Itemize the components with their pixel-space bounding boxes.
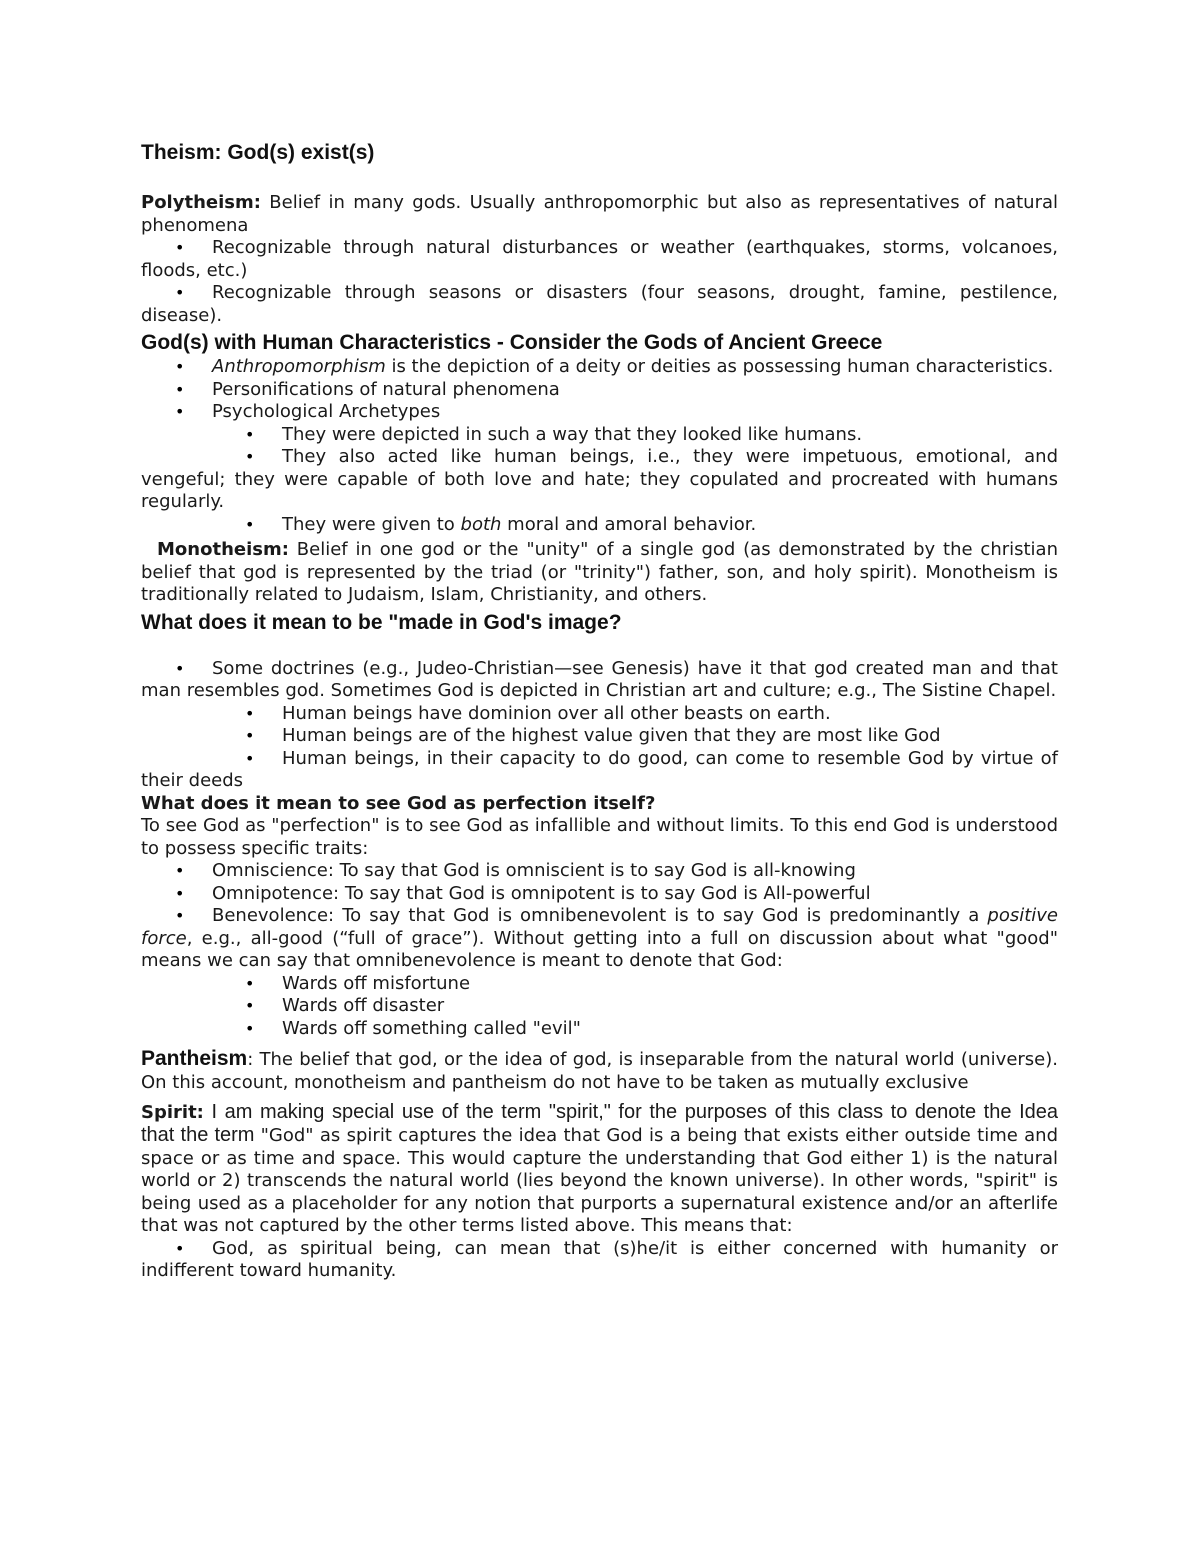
list-item: • Omniscience: To say that God is omniscient is to say God is all-knowing (141, 860, 1058, 883)
list-item: • Recognizable through seasons or disasters (four seasons, drought, famine, pestilence, disease). (141, 282, 1058, 327)
pantheism-definition: : The belief that god, or the idea of god, is inseparable from the natural world (universe). On this account, monotheism and pantheism do not have to be taken as mutually exclusive (141, 1049, 1058, 1093)
page-title: Theism: God(s) exist(s) (141, 141, 375, 164)
list-item-text: , e.g., all-good (“full of grace”). Without getting into a full on discussion about what "good" means we can say that omnibenevolence is meant to denote that God: (141, 927, 1058, 971)
list-item: • Omnipotence: To say that God is omnipotent is to say God is All-powerful (141, 883, 1058, 906)
list-item-text: is the depiction of a deity or deities as possessing human characteristics. (385, 356, 1054, 377)
emphasis-text: both (460, 513, 502, 535)
list-item: • Human beings have dominion over all other beasts on earth. (141, 703, 1058, 726)
monotheism-definition: Belief in one god or the "unity" of a single god (as demonstrated by the christian belief that god is represented by the triad (or "trinity") father, son, and holy spirit). Monotheism is traditionally related to Judaism, Islam, Christianity, and others. (141, 539, 1058, 605)
perfection-intro: To see God as "perfection" is to see God as infallible and without limits. To this end God is understood to possess specific traits: (141, 815, 1058, 859)
list-item: • Psychological Archetypes (141, 401, 1058, 424)
list-item-text: moral and amoral behavior. (501, 513, 757, 535)
list-item: • God, as spiritual being, can mean that (s)he/it is either concerned with humanity or indifferent toward humanity. (141, 1238, 1058, 1283)
polytheism-paragraph (141, 192, 1058, 237)
spirit-intro: I am making special use of the term "spirit," for the purposes of this class to denote the Idea that the term (141, 1100, 1058, 1146)
anthropomorphism-term: Anthropomorphism (212, 356, 386, 377)
spirit-definition: "God" as spirit captures the idea that God is a being that exists either outside time and space or as time and space. This would capture the understanding that God either 1) is the natural world or 2) transcends the natural world (lies beyond the known universe). In other words, "spirit" is being used as a placeholder for any notion that purports a supernatural existence and/or an afterlife that was not captured by the other terms listed above. This means that: (141, 1125, 1058, 1236)
pantheism-term: Pantheism (141, 1047, 248, 1070)
list-item: • They were depicted in such a way that they looked like humans. (141, 424, 1058, 447)
list-item: • Human beings are of the highest value given that they are most like God (141, 725, 1058, 748)
spirit-paragraph (141, 1101, 1058, 1238)
document-body (141, 140, 1058, 1283)
polytheism-term: Polytheism: (141, 192, 261, 213)
section-heading-human-characteristics: God(s) with Human Characteristics - Consider the Gods of Ancient Greece (141, 331, 883, 354)
list-item: • Personifications of natural phenomena (141, 379, 1058, 402)
list-item (141, 356, 1058, 379)
list-item (141, 905, 1058, 973)
list-item: • Human beings, in their capacity to do good, can come to resemble God by virtue of their deeds (141, 748, 1058, 793)
list-item: • Wards off something called "evil" (141, 1018, 1058, 1041)
spirit-term: Spirit: (141, 1101, 204, 1123)
list-item-text: Benevolence: To say that God is omnibenevolent is to say God is predominantly a (212, 905, 988, 926)
polytheism-definition: Belief in many gods. Usually anthropomorphic but also as representatives of natural phenomena (141, 192, 1058, 236)
list-item: • Some doctrines (e.g., Judeo-Christian—see Genesis) have it that god created man and that man resembles god. Sometimes God is depicted in Christian art and culture; e.g., The Sistine Chapel. (141, 658, 1058, 703)
list-item-text: They were given to (282, 513, 461, 535)
list-item: • Wards off disaster (141, 995, 1058, 1018)
monotheism-paragraph (141, 539, 1058, 607)
monotheism-term: Monotheism: (157, 539, 289, 560)
list-item: • Recognizable through natural disturbances or weather (earthquakes, storms, volcanoes, floods, etc.) (141, 237, 1058, 282)
list-item (141, 514, 1058, 537)
section-heading-gods-image: What does it mean to be "made in God's image? (141, 610, 622, 634)
pantheism-paragraph (141, 1046, 1058, 1095)
list-item: • They also acted like human beings, i.e., they were impetuous, emotional, and vengeful; they were capable of both love and hate; they copulated and procreated with humans regularly. (141, 446, 1058, 514)
emphasis-text: positive force (141, 905, 1058, 949)
list-item: • Wards off misfortune (141, 973, 1058, 996)
section-heading-perfection: What does it mean to see God as perfection itself? (141, 792, 656, 814)
